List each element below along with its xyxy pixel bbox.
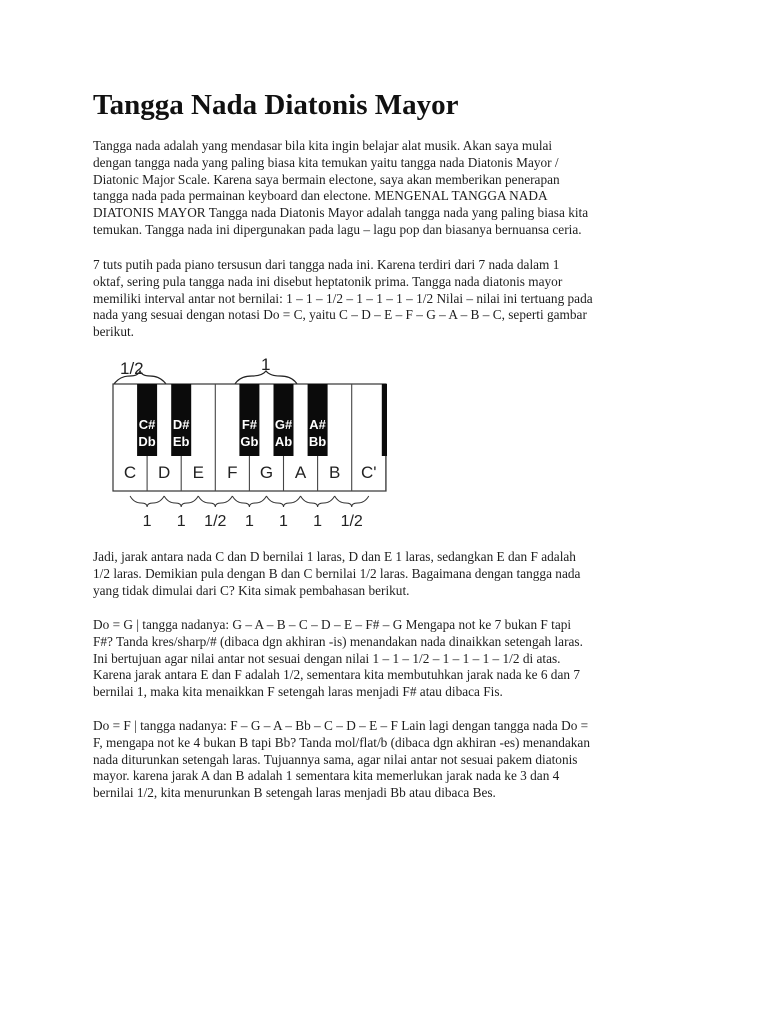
- black-key-flat-label: Db: [138, 434, 156, 449]
- interval-brace: [164, 496, 198, 507]
- interval-braces: [130, 496, 369, 530]
- paragraph-white-keys: 7 tuts putih pada piano tersusun dari tangga nada ini. Karena terdiri dari 7 nada dalam 1 oktaf, sering pula tangga nada ini disebut heptatonik prima. Tangga nada diatonis mayor memiliki interval antar not bernilai: 1 – 1 – 1/2 – 1 – 1 – 1 – 1/2 Nilai – nilai ini tertuang pada nada yang sesuai dengan notasi Do = C, yaitu C – D – E – F – G – A – B – C, seperti gambar berikut.: [93, 257, 593, 340]
- black-key-partial: [382, 384, 387, 456]
- black-key-sharp-label: F#: [241, 417, 257, 432]
- white-key-label: F: [227, 463, 238, 482]
- interval-brace: [266, 496, 300, 507]
- white-key-label: B: [328, 463, 341, 482]
- black-key-sharp-label: A#: [309, 417, 326, 432]
- paragraph-distance: Jadi, jarak antara nada C dan D bernilai 1 laras, D dan E 1 laras, sedangkan E dan F adalah 1/2 laras. Demikian pula dengan B dan C bernilai 1/2 laras. Bagaimana dengan tangga nada yang tidak dimulai dari C? Kita simak pembahasan berikut.: [93, 549, 581, 598]
- black-key-sharp-label: D#: [172, 417, 190, 432]
- interval-brace: [130, 496, 164, 507]
- black-key-flat-label: Ab: [274, 434, 293, 449]
- black-key-sharp-label: G#: [274, 417, 293, 432]
- black-key-flat-label: Gb: [240, 434, 259, 449]
- white-key-label: G: [259, 463, 274, 482]
- interval-brace: [198, 496, 232, 507]
- black-key-sharp-label: C#: [138, 417, 156, 432]
- black-key-flat-label: Eb: [172, 434, 190, 449]
- interval-brace: [232, 496, 266, 507]
- interval-label: 1: [313, 513, 323, 530]
- interval-brace: [301, 496, 335, 507]
- white-key-label: D: [158, 463, 171, 482]
- top-label-half: 1/2: [120, 359, 144, 378]
- paragraph-do-g: Do = G | tangga nadanya: G – A – B – C – D – E – F# – G Mengapa not ke 7 bukan F tapi F#? Tanda kres/sharp/# (dibaca dgn akhiran -is) menandakan nada dinaikkan setengah laras. Ini bertujuan agar nilai antar not sesuai dengan nilai 1 – 1 – 1/2 – 1 – 1 – 1 – 1/2 di atas. Karena jarak antara E dan F adalah 1/2, sementara kita membutuhkan jarak nada ke 6 dan 7 bernilai 1, maka kita menaikkan F setengah laras menjadi F# atau dibaca Fis.: [93, 617, 583, 700]
- white-key-label: C': [360, 463, 377, 482]
- page-title: Tangga Nada Diatonis Mayor: [93, 89, 459, 121]
- interval-label: 1/2: [340, 513, 363, 530]
- black-key-flat-label: Bb: [308, 434, 327, 449]
- interval-label: 1/2: [204, 513, 227, 530]
- white-key-label: E: [192, 463, 204, 482]
- top-label-whole: 1: [261, 355, 271, 374]
- interval-label: 1: [142, 513, 152, 530]
- piano-keyboard-diagram: [112, 354, 387, 532]
- paragraph-do-f: Do = F | tangga nadanya: F – G – A – Bb – C – D – E – F Lain lagi dengan tangga nada Do = F, mengapa not ke 4 bukan B tapi Bb? Tanda mol/flat/b (dibaca dgn akhiran -es) menandakan nada diturunkan setengah laras. Tujuannya sama, agar nilai antar not sesuai pakem diatonis mayor. karena jarak A dan B adalah 1 sementara kita memerlukan jarak nada ke 3 dan 4 bernilai 1/2, kita menurunkan B setengah laras menjadi Bb atau dibaca Bes.: [93, 718, 590, 801]
- paragraph-intro: Tangga nada adalah yang mendasar bila kita ingin belajar alat musik. Akan saya mulai dengan tangga nada yang paling biasa kita temukan yaitu tangga nada Diatonis Mayor / Diatonic Major Scale. Karena saya bermain electone, saya akan memberikan penerapan tangga nada pada permainan keyboard dan electone. MENGENAL TANGGA NADA DIATONIS MAYOR Tangga nada Diatonis Mayor adalah tangga nada yang paling biasa kita temukan. Tangga nada ini dipergunakan pada lagu – lagu pop dan biasanya bernuansa ceria.: [93, 138, 589, 237]
- interval-label: 1: [244, 513, 254, 530]
- white-key-label: C: [123, 463, 137, 482]
- interval-label: 1: [279, 513, 288, 530]
- white-key-label: A: [294, 463, 307, 482]
- interval-brace: [335, 496, 369, 507]
- interval-label: 1: [176, 513, 186, 530]
- piano-keyboard-figure: [112, 354, 387, 532]
